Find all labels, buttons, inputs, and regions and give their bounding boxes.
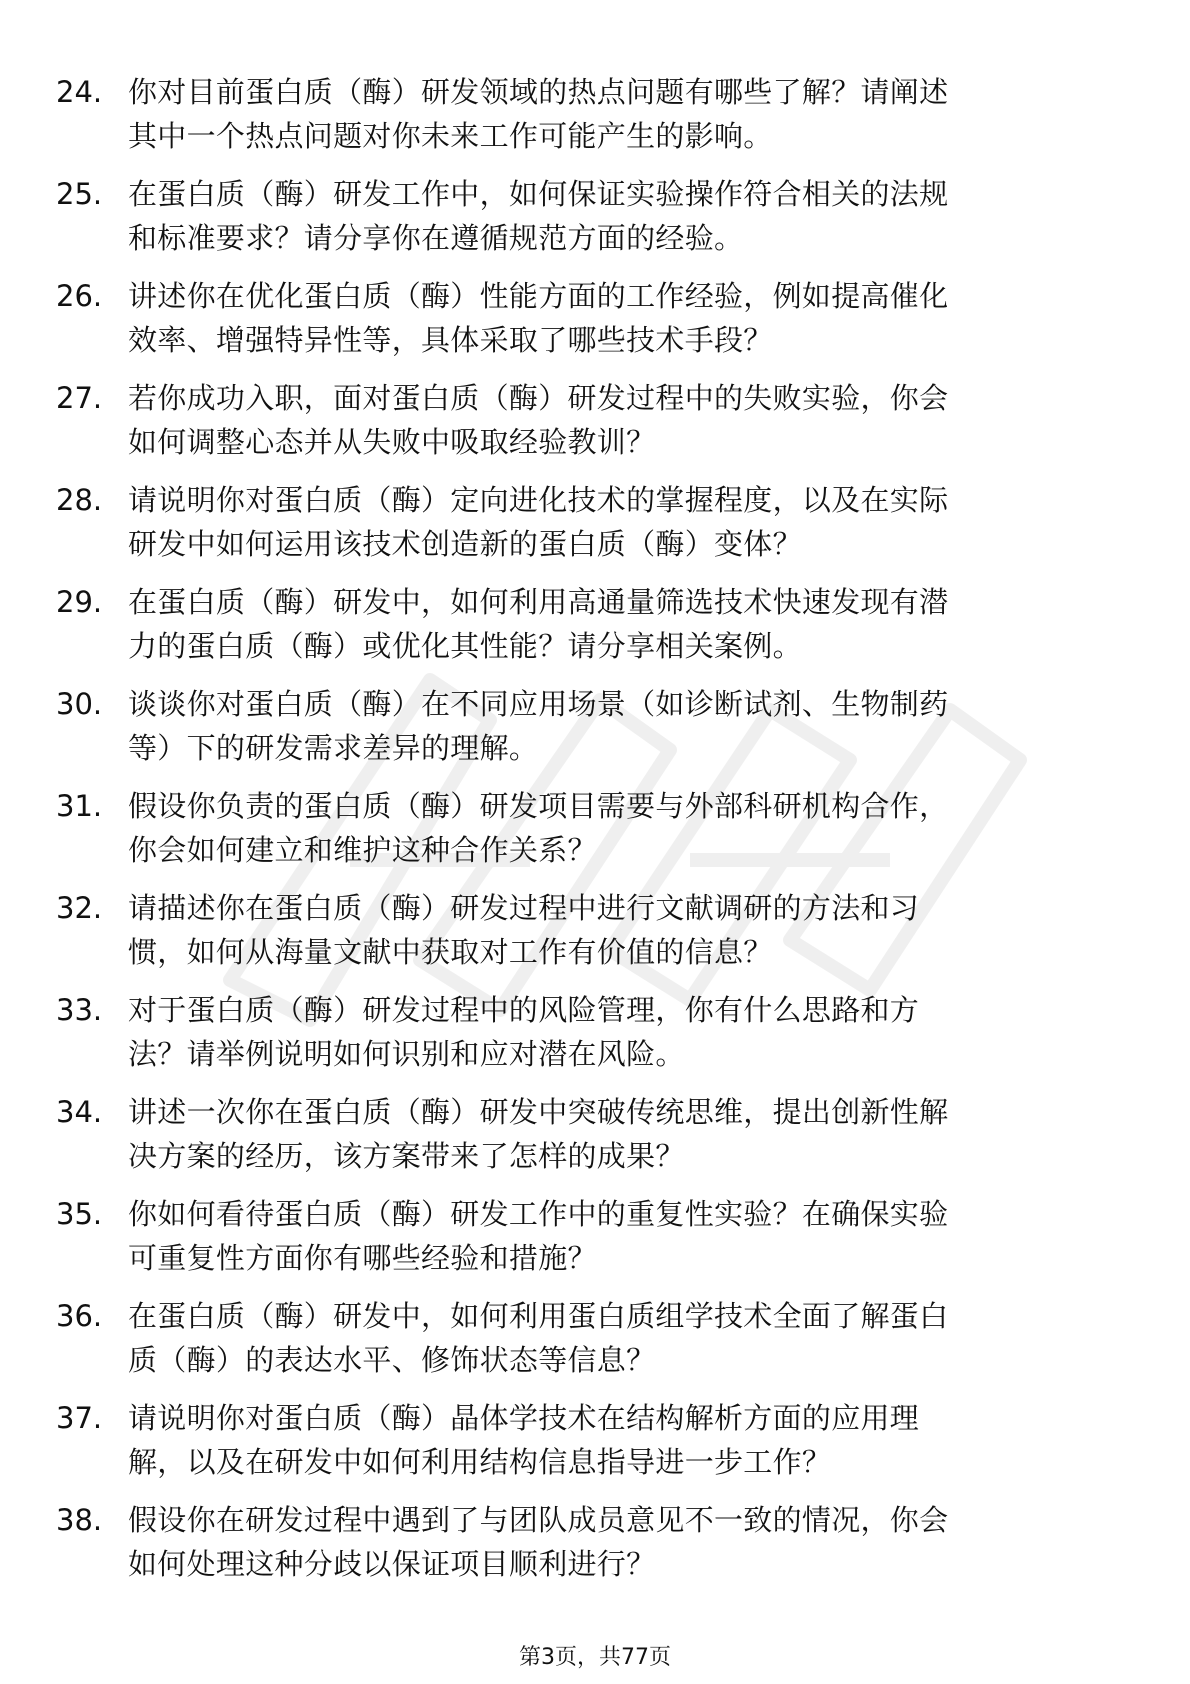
question-item <box>56 172 1116 274</box>
question-number: 37. <box>56 1401 103 1435</box>
question-number: 28. <box>56 483 103 517</box>
question-text-line-1: 对于蛋白质（酶）研发过程中的风险管理，你有什么思路和方 <box>128 993 920 1027</box>
question-text-line-2: 等）下的研发需求差异的理解。 <box>128 731 539 765</box>
question-item <box>56 1192 1116 1294</box>
question-text-line-1: 请说明你对蛋白质（酶）晶体学技术在结构解析方面的应用理 <box>128 1401 920 1435</box>
question-text-line-2: 你会如何建立和维护这种合作关系？ <box>128 833 597 867</box>
question-item <box>56 70 1116 172</box>
question-item <box>56 376 1116 478</box>
question-text-line-1: 在蛋白质（酶）研发中，如何利用蛋白质组学技术全面了解蛋白 <box>128 1299 949 1333</box>
question-text-line-1: 谈谈你对蛋白质（酶）在不同应用场景（如诊断试剂、生物制药 <box>128 687 949 721</box>
question-number: 33. <box>56 993 103 1027</box>
question-text-line-1: 在蛋白质（酶）研发工作中，如何保证实验操作符合相关的法规 <box>128 177 949 211</box>
question-item <box>56 1294 1116 1396</box>
page-number-footer: 第3页，共77页 <box>519 1645 671 1670</box>
question-item <box>56 1498 1116 1600</box>
question-number: 24. <box>56 75 103 109</box>
question-item <box>56 580 1116 682</box>
question-text-line-2: 如何处理这种分歧以保证项目顺利进行？ <box>128 1547 656 1581</box>
question-text-line-1: 请说明你对蛋白质（酶）定向进化技术的掌握程度，以及在实际 <box>128 483 949 517</box>
question-text-line-2: 和标准要求？请分享你在遵循规范方面的经验。 <box>128 221 744 255</box>
question-text-line-1: 你对目前蛋白质（酶）研发领域的热点问题有哪些了解？请阐述 <box>128 75 949 109</box>
question-item <box>56 988 1116 1090</box>
question-text-line-1: 若你成功入职，面对蛋白质（酶）研发过程中的失败实验，你会 <box>128 381 949 415</box>
question-text-line-2: 惯，如何从海量文献中获取对工作有价值的信息？ <box>128 935 773 969</box>
question-number: 35. <box>56 1197 103 1231</box>
question-text-line-2: 效率、增强特异性等，具体采取了哪些技术手段？ <box>128 323 773 357</box>
question-text-line-1: 讲述你在优化蛋白质（酶）性能方面的工作经验，例如提高催化 <box>128 279 949 313</box>
question-list <box>56 70 1116 1600</box>
question-text-line-2: 如何调整心态并从失败中吸取经验教训？ <box>128 425 656 459</box>
question-item <box>56 1090 1116 1192</box>
question-number: 29. <box>56 585 103 619</box>
question-item <box>56 1396 1116 1498</box>
question-number: 27. <box>56 381 103 415</box>
question-text-line-2: 解，以及在研发中如何利用结构信息指导进一步工作？ <box>128 1445 832 1479</box>
question-item <box>56 784 1116 886</box>
question-text-line-2: 法？请举例说明如何识别和应对潜在风险。 <box>128 1037 685 1071</box>
question-item <box>56 682 1116 784</box>
question-text-line-2: 可重复性方面你有哪些经验和措施？ <box>128 1241 597 1275</box>
question-item <box>56 886 1116 988</box>
question-number: 38. <box>56 1503 103 1537</box>
question-text-line-2: 其中一个热点问题对你未来工作可能产生的影响。 <box>128 119 773 153</box>
question-number: 32. <box>56 891 103 925</box>
question-number: 30. <box>56 687 103 721</box>
question-text-line-2: 力的蛋白质（酶）或优化其性能？请分享相关案例。 <box>128 629 802 663</box>
question-text-line-2: 质（酶）的表达水平、修饰状态等信息？ <box>128 1343 656 1377</box>
question-number: 26. <box>56 279 103 313</box>
question-text-line-1: 讲述一次你在蛋白质（酶）研发中突破传统思维，提出创新性解 <box>128 1095 949 1129</box>
question-item <box>56 274 1116 376</box>
question-text-line-2: 研发中如何运用该技术创造新的蛋白质（酶）变体？ <box>128 527 802 561</box>
question-text-line-1: 在蛋白质（酶）研发中，如何利用高通量筛选技术快速发现有潜 <box>128 585 949 619</box>
question-text-line-1: 假设你在研发过程中遇到了与团队成员意见不一致的情况，你会 <box>128 1503 949 1537</box>
question-text-line-2: 决方案的经历，该方案带来了怎样的成果？ <box>128 1139 685 1173</box>
question-item <box>56 478 1116 580</box>
question-text-line-1: 你如何看待蛋白质（酶）研发工作中的重复性实验？在确保实验 <box>128 1197 949 1231</box>
question-number: 31. <box>56 789 103 823</box>
question-number: 25. <box>56 177 103 211</box>
question-number: 36. <box>56 1299 103 1333</box>
question-number: 34. <box>56 1095 103 1129</box>
question-text-line-1: 请描述你在蛋白质（酶）研发过程中进行文献调研的方法和习 <box>128 891 920 925</box>
question-text-line-1: 假设你负责的蛋白质（酶）研发项目需要与外部科研机构合作， <box>128 789 949 823</box>
